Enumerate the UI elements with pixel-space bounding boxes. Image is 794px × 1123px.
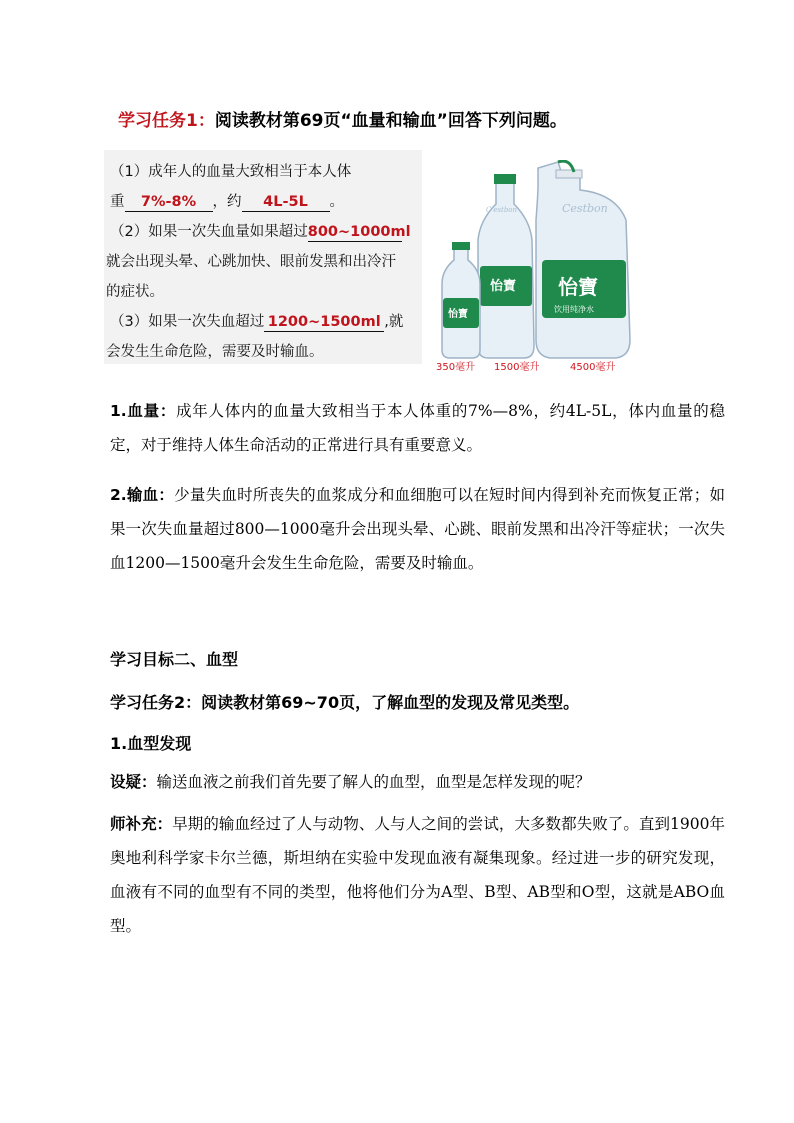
small-bottle-brand: 怡寶	[448, 309, 468, 320]
qa-q3-end: ,就	[384, 314, 404, 330]
section-blood-volume	[110, 394, 725, 462]
qa-q2-prefix: （2）如果一次失血量如果超过	[110, 224, 308, 240]
qa-q3-line1	[110, 310, 403, 332]
discovery-title: 1.血型发现	[110, 734, 192, 753]
teacher-paragraph	[110, 807, 725, 943]
task1-text: 阅读教材第69页“血量和输血”回答下列问题。	[214, 111, 567, 131]
section1-label: 1.血量：	[110, 402, 177, 420]
task1-heading	[118, 106, 758, 131]
qa-q1-blank2: 4L-5L	[242, 194, 330, 212]
qa-q3-blank: 1200~1500ml	[264, 314, 384, 332]
qa-box	[104, 150, 422, 364]
section1-text: 成年人体内的血量大致相当于本人体重的7%—8%，约4L-5L，体内血量的稳定，对于维持人体生命活动的正常进行具有重要意义。	[110, 402, 725, 454]
bottle-label-1500: 1500毫升	[494, 362, 540, 373]
teacher-text: 早期的输血经过了人与动物、人与人之间的尝试，大多数都失败了。直到1900年奥地利科学家卡尔兰德，斯坦纳在实验中发现血液有凝集现象。经过进一步的研究发现，血液有不同的血型有不同的类型，他将他们分为A型、B型、AB型和O型，这就是ABO血型。	[110, 815, 725, 935]
qa-q2-blank: 800~1000ml	[307, 224, 411, 240]
section2-text: 少量失血时所丧失的血浆成分和血细胞可以在短时间内得到补充而恢复正常；如果一次失血量超过800—1000毫升会出现头晕、心跳、眼前发黑和出冷汗等症状；一次失血1200—1500毫升会发生生命危险，需要及时输血。	[110, 486, 725, 572]
medium-bottle-brand: 怡寶	[490, 279, 517, 294]
qa-q3-prefix: （3）如果一次失血超过	[110, 314, 265, 330]
medium-bottle-cap-text: C'estbon	[486, 206, 518, 214]
qa-q2-line3: 的症状。	[106, 284, 164, 300]
bottle-label-4500: 4500毫升	[570, 362, 616, 373]
bottle-label-350: 350毫升	[436, 362, 476, 373]
qa-q1-end: 。	[329, 194, 344, 210]
question-paragraph	[110, 765, 725, 799]
question-text: 输送血液之前我们首先要了解人的血型，血型是怎样发现的呢？	[156, 773, 591, 791]
large-bottle-sub: 饮用纯净水	[554, 305, 594, 314]
qa-q3-line2: 会发生生命危险，需要及时输血。	[106, 344, 324, 360]
goal2-heading: 学习目标二、血型	[110, 650, 239, 669]
section2-label: 2.输血：	[110, 486, 175, 504]
task1-label: 学习任务1：	[118, 111, 215, 131]
large-bottle-brand: 怡寶	[558, 275, 598, 299]
task2-heading: 学习任务2：阅读教材第69~70页，了解血型的发现及常见类型。	[110, 693, 580, 712]
teacher-label: 师补充：	[110, 815, 173, 833]
qa-q1-blank1: 7%-8%	[125, 194, 213, 212]
qa-q2-line1	[110, 220, 411, 242]
water-bottles-image	[430, 160, 658, 374]
question-label: 设疑：	[110, 773, 157, 791]
large-bottle-cap-text: Cestbon	[562, 202, 608, 215]
qa-q1-line1: （1）成年人的血量大致相当于本人体	[110, 164, 352, 180]
qa-q2-line2: 就会出现头晕、心跳加快、眼前发黑和出冷汗	[106, 254, 396, 270]
qa-q1-mid: ，约	[212, 194, 242, 210]
qa-q1-prefix: 重	[110, 194, 125, 210]
qa-q1-line2	[110, 190, 344, 212]
section-transfusion	[110, 478, 725, 580]
